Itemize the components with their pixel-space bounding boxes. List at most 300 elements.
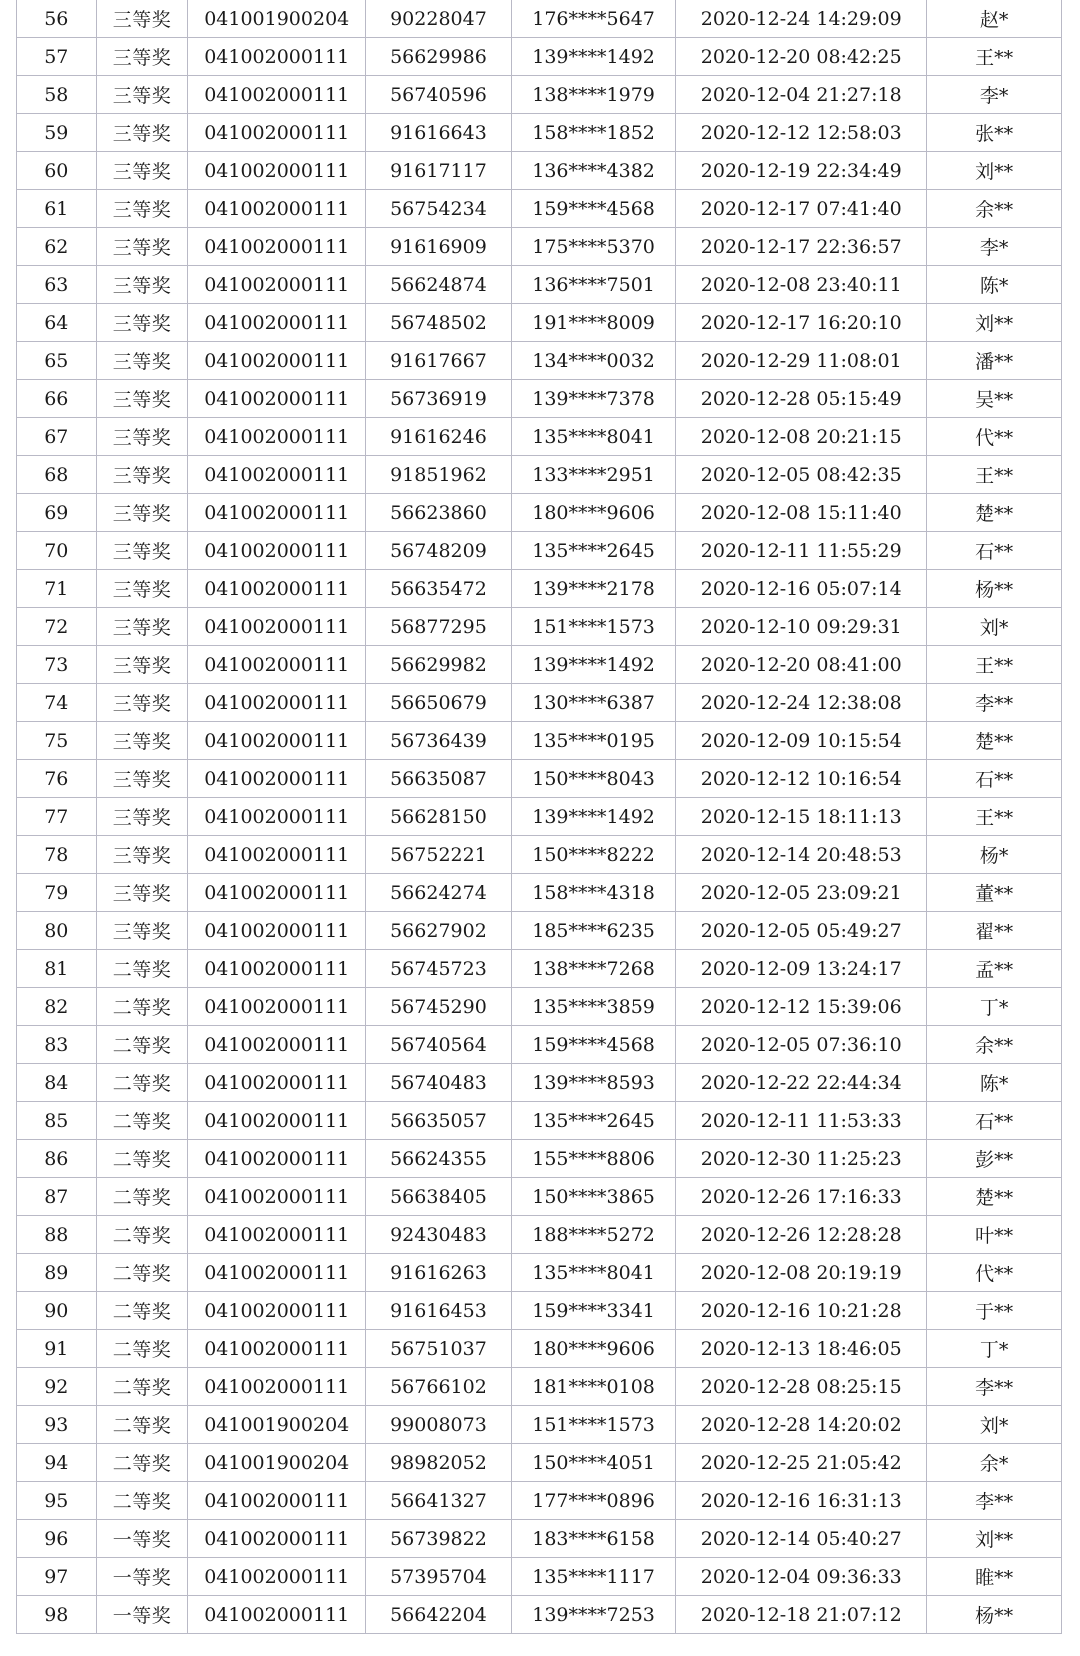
phone-masked-cell: 135****8041 (511, 1254, 675, 1292)
row-number-cell: 89 (17, 1254, 97, 1292)
draw-time-cell: 2020-12-14 05:40:27 (676, 1520, 927, 1558)
row-number-cell: 88 (17, 1216, 97, 1254)
draw-time-cell: 2020-12-14 20:48:53 (676, 836, 927, 874)
table-row (17, 988, 1062, 1026)
award-level-cell: 二等奖 (96, 1216, 188, 1254)
ticket-number-cell: 56748502 (366, 304, 512, 342)
table-row (17, 570, 1062, 608)
winner-name-cell: 彭** (927, 1140, 1062, 1178)
draw-time-cell: 2020-12-28 08:25:15 (676, 1368, 927, 1406)
winner-name-cell: 余** (927, 190, 1062, 228)
draw-time-cell: 2020-12-08 15:11:40 (676, 494, 927, 532)
winner-name-cell: 石** (927, 532, 1062, 570)
table-row (17, 304, 1062, 342)
ticket-number-cell: 56745290 (366, 988, 512, 1026)
store-code-cell: 041002000111 (188, 304, 366, 342)
winner-name-cell: 刘** (927, 1520, 1062, 1558)
row-number-cell: 82 (17, 988, 97, 1026)
ticket-number-cell: 90228047 (366, 0, 512, 38)
phone-masked-cell: 185****6235 (511, 912, 675, 950)
store-code-cell: 041002000111 (188, 1178, 366, 1216)
award-level-cell: 三等奖 (96, 190, 188, 228)
phone-masked-cell: 151****1573 (511, 608, 675, 646)
store-code-cell: 041002000111 (188, 608, 366, 646)
draw-time-cell: 2020-12-12 15:39:06 (676, 988, 927, 1026)
store-code-cell: 041002000111 (188, 266, 366, 304)
table-row (17, 38, 1062, 76)
row-number-cell: 67 (17, 418, 97, 456)
award-level-cell: 三等奖 (96, 722, 188, 760)
draw-time-cell: 2020-12-22 22:44:34 (676, 1064, 927, 1102)
phone-masked-cell: 135****2645 (511, 1102, 675, 1140)
phone-masked-cell: 150****3865 (511, 1178, 675, 1216)
winner-name-cell: 吴** (927, 380, 1062, 418)
store-code-cell: 041002000111 (188, 418, 366, 456)
table-row (17, 228, 1062, 266)
row-number-cell: 58 (17, 76, 97, 114)
store-code-cell: 041002000111 (188, 684, 366, 722)
table-row (17, 456, 1062, 494)
table-row (17, 1216, 1062, 1254)
phone-masked-cell: 134****0032 (511, 342, 675, 380)
row-number-cell: 75 (17, 722, 97, 760)
row-number-cell: 84 (17, 1064, 97, 1102)
draw-time-cell: 2020-12-28 05:15:49 (676, 380, 927, 418)
phone-masked-cell: 138****1979 (511, 76, 675, 114)
draw-time-cell: 2020-12-18 21:07:12 (676, 1596, 927, 1634)
phone-masked-cell: 136****4382 (511, 152, 675, 190)
ticket-number-cell: 56624355 (366, 1140, 512, 1178)
draw-time-cell: 2020-12-10 09:29:31 (676, 608, 927, 646)
phone-masked-cell: 188****5272 (511, 1216, 675, 1254)
draw-time-cell: 2020-12-25 21:05:42 (676, 1444, 927, 1482)
store-code-cell: 041002000111 (188, 1330, 366, 1368)
award-level-cell: 二等奖 (96, 1330, 188, 1368)
table-row (17, 1102, 1062, 1140)
ticket-number-cell: 56623860 (366, 494, 512, 532)
award-level-cell: 二等奖 (96, 1140, 188, 1178)
table-row (17, 760, 1062, 798)
row-number-cell: 73 (17, 646, 97, 684)
row-number-cell: 87 (17, 1178, 97, 1216)
award-level-cell: 三等奖 (96, 38, 188, 76)
award-level-cell: 二等奖 (96, 1254, 188, 1292)
winner-name-cell: 李** (927, 1482, 1062, 1520)
winner-name-cell: 潘** (927, 342, 1062, 380)
store-code-cell: 041002000111 (188, 1368, 366, 1406)
ticket-number-cell: 56635087 (366, 760, 512, 798)
row-number-cell: 57 (17, 38, 97, 76)
ticket-number-cell: 91616643 (366, 114, 512, 152)
store-code-cell: 041002000111 (188, 760, 366, 798)
winner-name-cell: 董** (927, 874, 1062, 912)
ticket-number-cell: 56624274 (366, 874, 512, 912)
winner-name-cell: 陈* (927, 1064, 1062, 1102)
ticket-number-cell: 91616246 (366, 418, 512, 456)
award-level-cell: 三等奖 (96, 304, 188, 342)
table-row (17, 114, 1062, 152)
phone-masked-cell: 159****4568 (511, 190, 675, 228)
row-number-cell: 97 (17, 1558, 97, 1596)
row-number-cell: 94 (17, 1444, 97, 1482)
store-code-cell: 041002000111 (188, 152, 366, 190)
phone-masked-cell: 135****3859 (511, 988, 675, 1026)
store-code-cell: 041002000111 (188, 1216, 366, 1254)
winner-name-cell: 李** (927, 684, 1062, 722)
winner-name-cell: 刘** (927, 152, 1062, 190)
phone-masked-cell: 150****8043 (511, 760, 675, 798)
draw-time-cell: 2020-12-29 11:08:01 (676, 342, 927, 380)
table-row (17, 1330, 1062, 1368)
winner-name-cell: 代** (927, 1254, 1062, 1292)
phone-masked-cell: 151****1573 (511, 1406, 675, 1444)
award-level-cell: 二等奖 (96, 1026, 188, 1064)
phone-masked-cell: 177****0896 (511, 1482, 675, 1520)
draw-time-cell: 2020-12-12 10:16:54 (676, 760, 927, 798)
winner-name-cell: 丁* (927, 988, 1062, 1026)
table-row (17, 1558, 1062, 1596)
winner-name-cell: 杨** (927, 570, 1062, 608)
winner-name-cell: 睢** (927, 1558, 1062, 1596)
row-number-cell: 60 (17, 152, 97, 190)
store-code-cell: 041002000111 (188, 1102, 366, 1140)
draw-time-cell: 2020-12-16 16:31:13 (676, 1482, 927, 1520)
phone-masked-cell: 135****1117 (511, 1558, 675, 1596)
draw-time-cell: 2020-12-11 11:55:29 (676, 532, 927, 570)
award-level-cell: 二等奖 (96, 1178, 188, 1216)
winner-name-cell: 王** (927, 798, 1062, 836)
row-number-cell: 62 (17, 228, 97, 266)
phone-masked-cell: 135****2645 (511, 532, 675, 570)
draw-time-cell: 2020-12-04 09:36:33 (676, 1558, 927, 1596)
store-code-cell: 041002000111 (188, 1254, 366, 1292)
draw-time-cell: 2020-12-26 12:28:28 (676, 1216, 927, 1254)
award-level-cell: 二等奖 (96, 1406, 188, 1444)
award-level-cell: 三等奖 (96, 532, 188, 570)
award-level-cell: 二等奖 (96, 1102, 188, 1140)
ticket-number-cell: 56736439 (366, 722, 512, 760)
draw-time-cell: 2020-12-30 11:25:23 (676, 1140, 927, 1178)
ticket-number-cell: 56751037 (366, 1330, 512, 1368)
store-code-cell: 041002000111 (188, 570, 366, 608)
ticket-number-cell: 56752221 (366, 836, 512, 874)
winner-name-cell: 王** (927, 646, 1062, 684)
ticket-number-cell: 98982052 (366, 1444, 512, 1482)
store-code-cell: 041002000111 (188, 1140, 366, 1178)
row-number-cell: 95 (17, 1482, 97, 1520)
award-level-cell: 二等奖 (96, 1292, 188, 1330)
ticket-number-cell: 56628150 (366, 798, 512, 836)
store-code-cell: 041002000111 (188, 380, 366, 418)
phone-masked-cell: 159****3341 (511, 1292, 675, 1330)
ticket-number-cell: 57395704 (366, 1558, 512, 1596)
store-code-cell: 041002000111 (188, 38, 366, 76)
award-level-cell: 二等奖 (96, 1482, 188, 1520)
ticket-number-cell: 91617117 (366, 152, 512, 190)
row-number-cell: 72 (17, 608, 97, 646)
row-number-cell: 79 (17, 874, 97, 912)
phone-masked-cell: 158****4318 (511, 874, 675, 912)
award-level-cell: 一等奖 (96, 1520, 188, 1558)
phone-masked-cell: 158****1852 (511, 114, 675, 152)
winner-name-cell: 翟** (927, 912, 1062, 950)
winner-name-cell: 刘* (927, 1406, 1062, 1444)
row-number-cell: 98 (17, 1596, 97, 1634)
ticket-number-cell: 56624874 (366, 266, 512, 304)
row-number-cell: 78 (17, 836, 97, 874)
ticket-number-cell: 56629986 (366, 38, 512, 76)
award-level-cell: 三等奖 (96, 266, 188, 304)
draw-time-cell: 2020-12-08 20:19:19 (676, 1254, 927, 1292)
winner-name-cell: 石** (927, 1102, 1062, 1140)
phone-masked-cell: 139****7378 (511, 380, 675, 418)
phone-masked-cell: 139****1492 (511, 38, 675, 76)
table-row (17, 722, 1062, 760)
ticket-number-cell: 56740596 (366, 76, 512, 114)
winner-name-cell: 王** (927, 456, 1062, 494)
store-code-cell: 041002000111 (188, 646, 366, 684)
phone-masked-cell: 150****4051 (511, 1444, 675, 1482)
store-code-cell: 041002000111 (188, 912, 366, 950)
store-code-cell: 041002000111 (188, 1292, 366, 1330)
ticket-number-cell: 56642204 (366, 1596, 512, 1634)
store-code-cell: 041002000111 (188, 722, 366, 760)
table-row (17, 418, 1062, 456)
phone-masked-cell: 191****8009 (511, 304, 675, 342)
store-code-cell: 041002000111 (188, 228, 366, 266)
award-level-cell: 三等奖 (96, 684, 188, 722)
phone-masked-cell: 139****8593 (511, 1064, 675, 1102)
draw-time-cell: 2020-12-20 08:42:25 (676, 38, 927, 76)
draw-time-cell: 2020-12-09 10:15:54 (676, 722, 927, 760)
winner-name-cell: 楚** (927, 722, 1062, 760)
phone-masked-cell: 135****8041 (511, 418, 675, 456)
table-row (17, 190, 1062, 228)
store-code-cell: 041002000111 (188, 342, 366, 380)
table-row (17, 608, 1062, 646)
store-code-cell: 041002000111 (188, 494, 366, 532)
table-row (17, 950, 1062, 988)
award-level-cell: 二等奖 (96, 1368, 188, 1406)
table-row (17, 532, 1062, 570)
table-row (17, 798, 1062, 836)
draw-time-cell: 2020-12-20 08:41:00 (676, 646, 927, 684)
table-row (17, 1520, 1062, 1558)
draw-time-cell: 2020-12-05 07:36:10 (676, 1026, 927, 1064)
table-row (17, 1482, 1062, 1520)
award-level-cell: 二等奖 (96, 1444, 188, 1482)
phone-masked-cell: 150****8222 (511, 836, 675, 874)
winner-name-cell: 叶** (927, 1216, 1062, 1254)
winner-name-cell: 孟** (927, 950, 1062, 988)
row-number-cell: 74 (17, 684, 97, 722)
award-level-cell: 一等奖 (96, 1596, 188, 1634)
draw-time-cell: 2020-12-13 18:46:05 (676, 1330, 927, 1368)
row-number-cell: 91 (17, 1330, 97, 1368)
table-row (17, 912, 1062, 950)
phone-masked-cell: 180****9606 (511, 494, 675, 532)
draw-time-cell: 2020-12-12 12:58:03 (676, 114, 927, 152)
table-row (17, 1444, 1062, 1482)
row-number-cell: 86 (17, 1140, 97, 1178)
row-number-cell: 61 (17, 190, 97, 228)
draw-time-cell: 2020-12-17 07:41:40 (676, 190, 927, 228)
store-code-cell: 041002000111 (188, 1064, 366, 1102)
row-number-cell: 83 (17, 1026, 97, 1064)
draw-time-cell: 2020-12-11 11:53:33 (676, 1102, 927, 1140)
ticket-number-cell: 56650679 (366, 684, 512, 722)
table-row (17, 1596, 1062, 1634)
row-number-cell: 77 (17, 798, 97, 836)
ticket-number-cell: 99008073 (366, 1406, 512, 1444)
ticket-number-cell: 56635057 (366, 1102, 512, 1140)
table-row (17, 1026, 1062, 1064)
row-number-cell: 85 (17, 1102, 97, 1140)
draw-time-cell: 2020-12-19 22:34:49 (676, 152, 927, 190)
store-code-cell: 041001900204 (188, 0, 366, 38)
phone-masked-cell: 135****0195 (511, 722, 675, 760)
award-level-cell: 三等奖 (96, 456, 188, 494)
draw-time-cell: 2020-12-24 12:38:08 (676, 684, 927, 722)
phone-masked-cell: 139****7253 (511, 1596, 675, 1634)
row-number-cell: 81 (17, 950, 97, 988)
winner-name-cell: 余** (927, 1026, 1062, 1064)
winner-name-cell: 于** (927, 1292, 1062, 1330)
ticket-number-cell: 56736919 (366, 380, 512, 418)
award-level-cell: 三等奖 (96, 570, 188, 608)
table-row (17, 1178, 1062, 1216)
row-number-cell: 69 (17, 494, 97, 532)
row-number-cell: 71 (17, 570, 97, 608)
ticket-number-cell: 56745723 (366, 950, 512, 988)
ticket-number-cell: 56638405 (366, 1178, 512, 1216)
draw-time-cell: 2020-12-17 22:36:57 (676, 228, 927, 266)
ticket-number-cell: 56739822 (366, 1520, 512, 1558)
draw-time-cell: 2020-12-15 18:11:13 (676, 798, 927, 836)
row-number-cell: 63 (17, 266, 97, 304)
table-row (17, 1254, 1062, 1292)
award-level-cell: 二等奖 (96, 950, 188, 988)
phone-masked-cell: 176****5647 (511, 0, 675, 38)
award-level-cell: 三等奖 (96, 0, 188, 38)
winner-name-cell: 杨* (927, 836, 1062, 874)
table-row (17, 1140, 1062, 1178)
ticket-number-cell: 56627902 (366, 912, 512, 950)
table-row (17, 646, 1062, 684)
store-code-cell: 041002000111 (188, 836, 366, 874)
award-level-cell: 三等奖 (96, 608, 188, 646)
award-level-cell: 三等奖 (96, 228, 188, 266)
phone-masked-cell: 130****6387 (511, 684, 675, 722)
ticket-number-cell: 56629982 (366, 646, 512, 684)
ticket-number-cell: 56641327 (366, 1482, 512, 1520)
award-level-cell: 三等奖 (96, 418, 188, 456)
store-code-cell: 041002000111 (188, 456, 366, 494)
phone-masked-cell: 133****2951 (511, 456, 675, 494)
table-row (17, 152, 1062, 190)
winner-name-cell: 刘** (927, 304, 1062, 342)
award-level-cell: 一等奖 (96, 1558, 188, 1596)
phone-masked-cell: 139****2178 (511, 570, 675, 608)
draw-time-cell: 2020-12-16 10:21:28 (676, 1292, 927, 1330)
award-level-cell: 三等奖 (96, 114, 188, 152)
ticket-number-cell: 91616909 (366, 228, 512, 266)
winners-table-body (17, 0, 1062, 1634)
winner-name-cell: 余* (927, 1444, 1062, 1482)
phone-masked-cell: 181****0108 (511, 1368, 675, 1406)
draw-time-cell: 2020-12-08 20:21:15 (676, 418, 927, 456)
row-number-cell: 70 (17, 532, 97, 570)
draw-time-cell: 2020-12-05 23:09:21 (676, 874, 927, 912)
draw-time-cell: 2020-12-05 08:42:35 (676, 456, 927, 494)
winners-table (16, 0, 1062, 1634)
phone-masked-cell: 159****4568 (511, 1026, 675, 1064)
winner-name-cell: 张** (927, 114, 1062, 152)
award-level-cell: 三等奖 (96, 646, 188, 684)
winner-name-cell: 李** (927, 1368, 1062, 1406)
row-number-cell: 92 (17, 1368, 97, 1406)
award-level-cell: 三等奖 (96, 798, 188, 836)
table-row (17, 494, 1062, 532)
award-level-cell: 三等奖 (96, 342, 188, 380)
store-code-cell: 041002000111 (188, 988, 366, 1026)
winner-name-cell: 石** (927, 760, 1062, 798)
row-number-cell: 68 (17, 456, 97, 494)
row-number-cell: 59 (17, 114, 97, 152)
phone-masked-cell: 180****9606 (511, 1330, 675, 1368)
row-number-cell: 76 (17, 760, 97, 798)
row-number-cell: 90 (17, 1292, 97, 1330)
store-code-cell: 041002000111 (188, 1520, 366, 1558)
store-code-cell: 041002000111 (188, 1558, 366, 1596)
store-code-cell: 041002000111 (188, 798, 366, 836)
table-row (17, 76, 1062, 114)
ticket-number-cell: 91616263 (366, 1254, 512, 1292)
winner-name-cell: 楚** (927, 494, 1062, 532)
draw-time-cell: 2020-12-08 23:40:11 (676, 266, 927, 304)
ticket-number-cell: 56766102 (366, 1368, 512, 1406)
draw-time-cell: 2020-12-28 14:20:02 (676, 1406, 927, 1444)
award-level-cell: 三等奖 (96, 380, 188, 418)
store-code-cell: 041001900204 (188, 1406, 366, 1444)
row-number-cell: 56 (17, 0, 97, 38)
winner-name-cell: 丁* (927, 1330, 1062, 1368)
draw-time-cell: 2020-12-05 05:49:27 (676, 912, 927, 950)
table-row (17, 380, 1062, 418)
table-row (17, 1406, 1062, 1444)
row-number-cell: 80 (17, 912, 97, 950)
draw-time-cell: 2020-12-16 05:07:14 (676, 570, 927, 608)
table-row (17, 266, 1062, 304)
row-number-cell: 64 (17, 304, 97, 342)
ticket-number-cell: 56748209 (366, 532, 512, 570)
phone-masked-cell: 183****6158 (511, 1520, 675, 1558)
phone-masked-cell: 139****1492 (511, 798, 675, 836)
draw-time-cell: 2020-12-09 13:24:17 (676, 950, 927, 988)
ticket-number-cell: 56754234 (366, 190, 512, 228)
award-level-cell: 二等奖 (96, 988, 188, 1026)
winners-sheet (16, 0, 1062, 1634)
row-number-cell: 66 (17, 380, 97, 418)
award-level-cell: 三等奖 (96, 912, 188, 950)
phone-masked-cell: 175****5370 (511, 228, 675, 266)
row-number-cell: 93 (17, 1406, 97, 1444)
store-code-cell: 041002000111 (188, 1482, 366, 1520)
winner-name-cell: 杨** (927, 1596, 1062, 1634)
draw-time-cell: 2020-12-17 16:20:10 (676, 304, 927, 342)
table-row (17, 874, 1062, 912)
winner-name-cell: 刘* (927, 608, 1062, 646)
